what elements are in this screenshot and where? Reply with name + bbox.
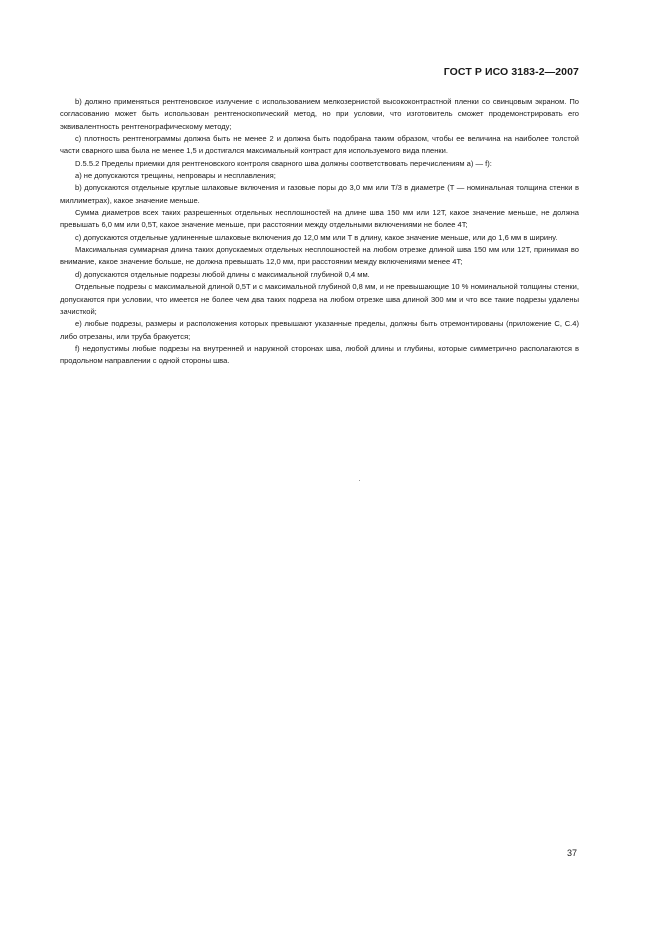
paragraph-max-length: Максимальная суммарная длина таких допускаемых отдельных несплошностей на любом отрезке длиной шва 150 мм или 12T, принимая во внимание, какое значение больше, не должна превышать 12,0 мм, при расстоянии между включениями менее 4T; — [60, 245, 579, 267]
paragraph-sum-diameters: Сумма диаметров всех таких разрешенных отдельных несплошностей на длине шва 150 мм или 12T, какое значение меньше, не должна превышать 6,0 мм или 0,5T, какое значение меньше, при расстоянии между отдельными включениями не более 4T; — [60, 208, 579, 230]
document-header: ГОСТ Р ИСО 3183-2—2007 — [443, 66, 579, 78]
paragraph-a-cracks: a) не допускаются трещины, непровары и несплавления; — [75, 171, 276, 181]
page-number: 37 — [566, 848, 577, 858]
paragraph-undercut-limits: Отдельные подрезы с максимальной длиной 0,5T и с максимальной глубиной 0,8 мм, и не превышающие 10 % номинальной толщины стенки, допускаются при условии, что имеется не более чем два таких подреза на любом отрезке шва длиной 300 мм и что все такие подрезы удалены зачисткой; — [60, 282, 579, 316]
paragraph-b-film: b) должно применяться рентгеновское излучение с использованием мелкозернистой высококонтрастной пленки со свинцовым экраном. По согласованию может быть использован рентгеноскопический метод, но при условии, что изготовитель сможет продемонстрировать его эквивалентность рентгенографическому методу; — [60, 97, 579, 131]
scan-speck — [359, 480, 360, 481]
paragraph-b-pores: b) допускаются отдельные круглые шлаковые включения и газовые поры до 3,0 мм или T/3 в диаметре (T — номинальная толщина стенки в миллиметрах), какое значение меньше. — [60, 183, 579, 205]
document-body — [60, 96, 579, 368]
paragraph-c-slag: c) допускаются отдельные удлиненные шлаковые включения до 12,0 мм или T в длину, какое значение меньше, или до 1,6 мм в ширину. — [75, 232, 558, 242]
paragraph-d552-heading: D.5.5.2 Пределы приемки для рентгеновского контроля сварного шва должны соответствовать перечислениям а) — f): — [75, 158, 492, 168]
paragraph-d-undercuts: d) допускаются отдельные подрезы любой длины с максимальной глубиной 0,4 мм. — [75, 269, 370, 279]
paragraph-f-forbidden: f) недопустимы любые подрезы на внутренней и наружной сторонах шва, любой длины и глубины, которые симметрично располагаются в продольном направлении с одной стороны шва. — [60, 343, 579, 366]
paragraph-e-repair: e) любые подрезы, размеры и расположения которых превышают указанные пределы, должны быть отремонтированы (приложение C, C.4) либо отрезаны, или труба бракуется; — [60, 319, 579, 341]
paragraph-c-density: c) плотность рентгенограммы должна быть не менее 2 и должна быть подобрана таким образом, чтобы ее величина на наиболее толстой части сварного шва была не менее 1,5 и достигался максимальный контраст для используемого вида пленки. — [60, 134, 579, 156]
